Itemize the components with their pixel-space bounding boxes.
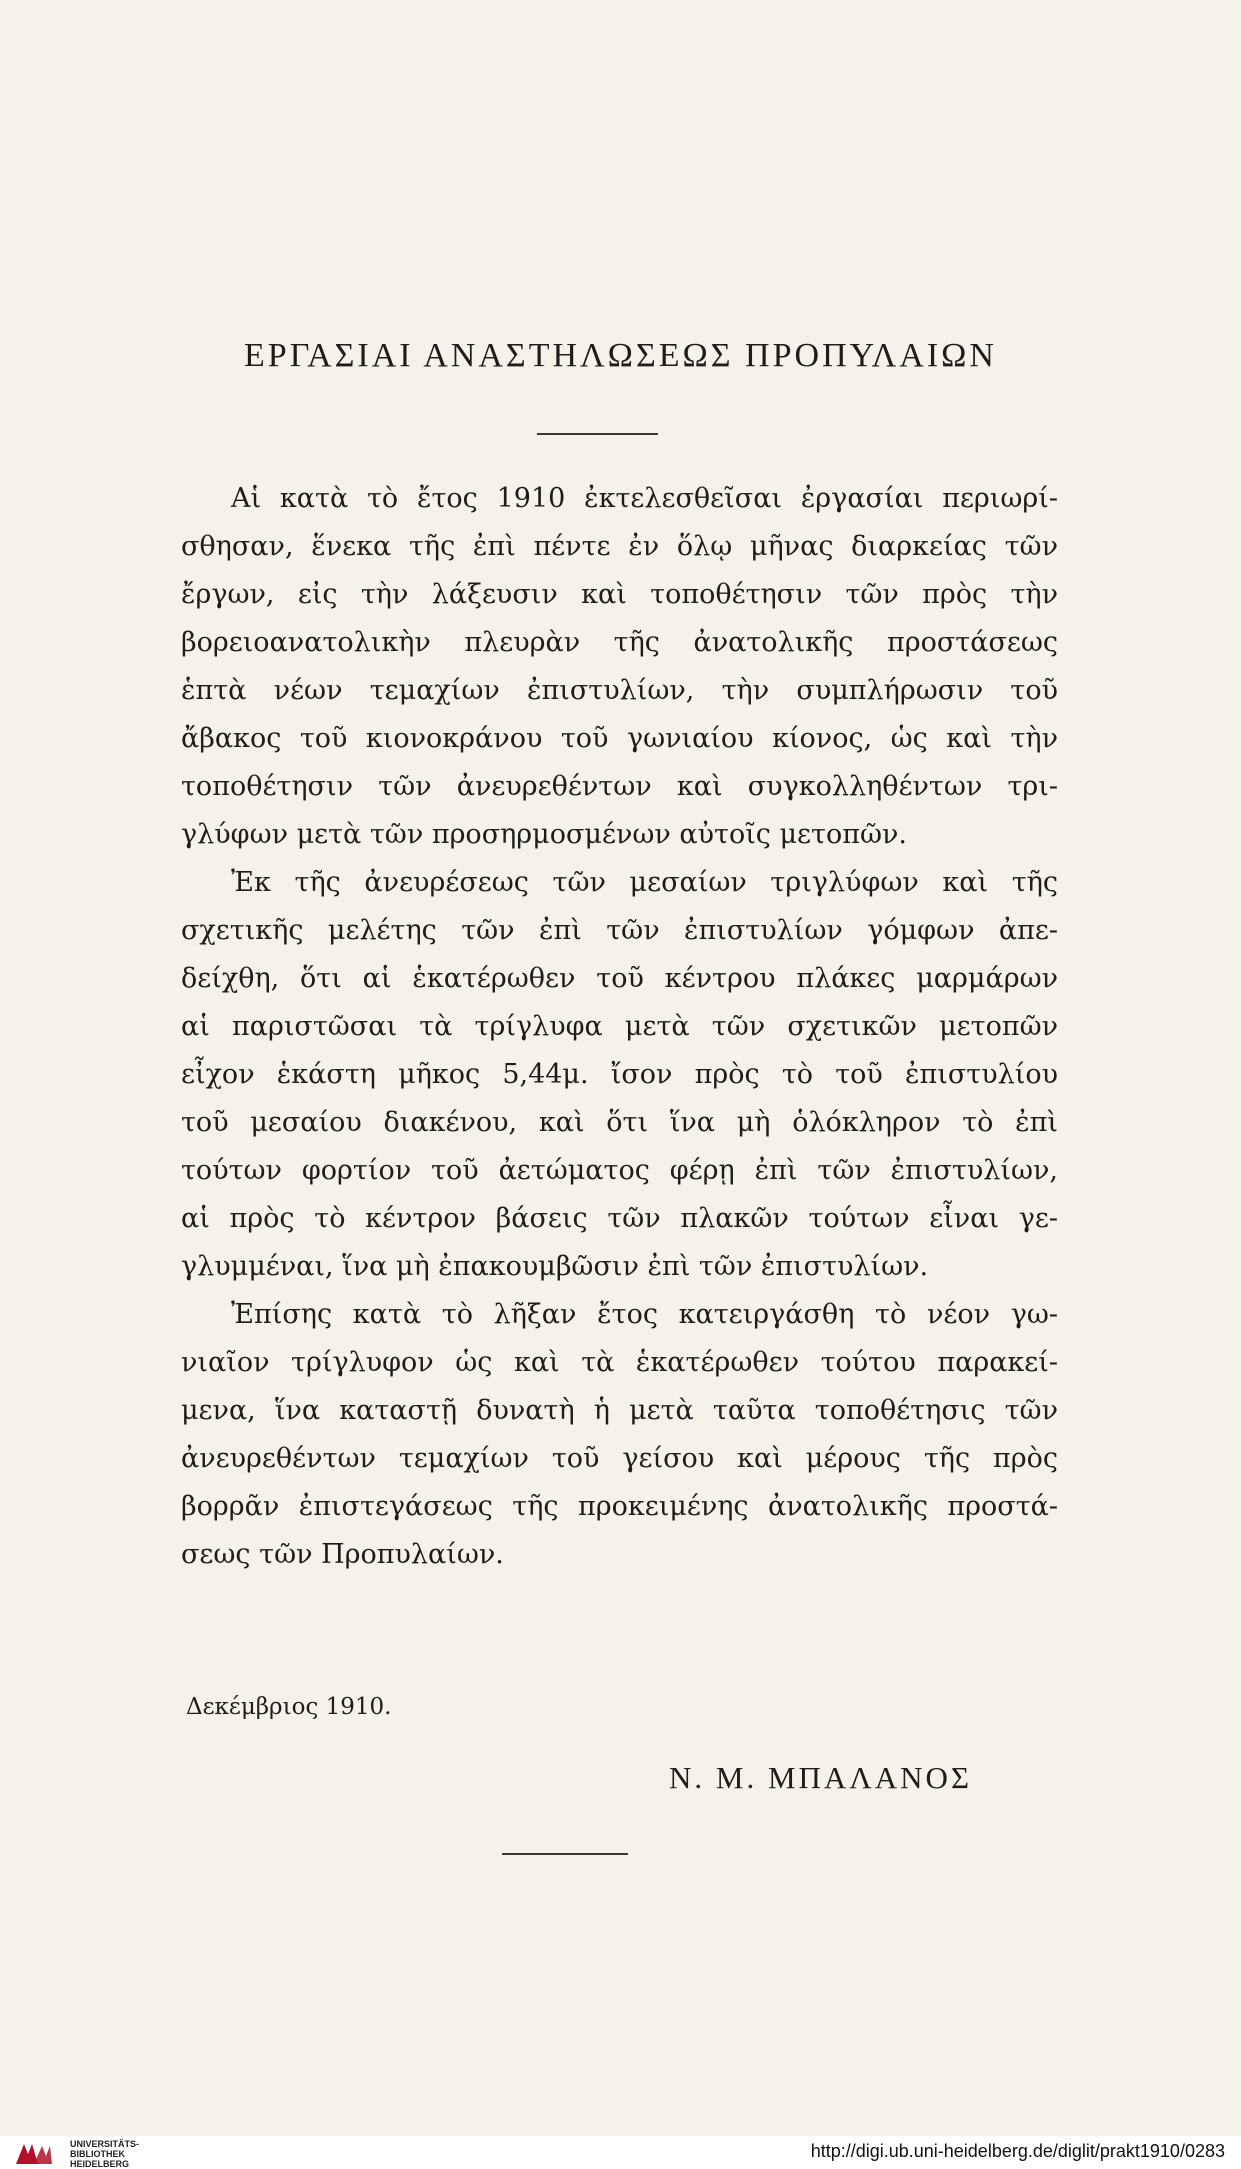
text-line: Ἐκ τῆς ἀνευρέσεως τῶν μεσαίων τριγλύφων καὶ τῆς [231, 867, 1058, 898]
text-line: σχετικῆς μελέτης τῶν ἐπὶ τῶν ἐπιστυλίων γόμφων ἀπε- [181, 915, 1058, 946]
text-line: γλύφων μετὰ τῶν προσηρμοσμένων αὐτοῖς μετοπῶν. [181, 819, 907, 850]
library-name-line: BIBLIOTHEK [70, 2149, 125, 2159]
text-line: μενα, ἵνα καταστῇ δυνατὴ ἡ μετὰ ταῦτα τοποθέτησις τῶν [181, 1395, 1058, 1426]
date-line: Δεκέμβριος 1910. [186, 1694, 392, 1720]
text-line: Αἱ κατὰ τὸ ἔτος 1910 ἐκτελεσθεῖσαι ἐργασίαι περιωρί- [231, 483, 1058, 514]
text-line: νιαῖον τρίγλυφον ὡς καὶ τὰ ἑκατέρωθεν τούτου παρακεί- [181, 1347, 1058, 1378]
text-line: βορρᾶν ἐπιστεγάσεως τῆς προκειμένης ἀνατολικῆς προστά- [181, 1491, 1058, 1522]
source-url-link[interactable]: http://digi.ub.uni-heidelberg.de/diglit/prakt1910/0283 [810, 2141, 1225, 2161]
paragraph-2 [181, 859, 1058, 1291]
body-text [181, 475, 1058, 1579]
author-signature: Ν. Μ. ΜΠΑΛΑΝΟΣ [669, 1760, 972, 1795]
text-line: γλυμμέναι, ἵνα μὴ ἐπακουμβῶσιν ἐπὶ τῶν ἐπιστυλίων. [181, 1251, 929, 1282]
text-line: σθησαν, ἕνεκα τῆς ἐπὶ πέντε ἐν ὅλῳ μῆνας διαρκείας τῶν [181, 531, 1058, 562]
end-divider [502, 1853, 628, 1855]
title-divider [537, 433, 658, 435]
text-line: Ἐπίσης κατὰ τὸ λῆξαν ἔτος κατειργάσθη τὸ νέον γω- [231, 1299, 1058, 1330]
library-name-line: HEIDELBERG [70, 2159, 130, 2169]
text-line: εἶχον ἑκάστη μῆκος 5,44μ. ἴσον πρὸς τὸ τοῦ ἐπιστυλίου [181, 1059, 1058, 1090]
library-name [70, 2139, 139, 2169]
text-line: τοποθέτησιν τῶν ἀνευρεθέντων καὶ συγκολληθέντων τρι- [181, 771, 1058, 802]
library-name-line: UNIVERSITÄTS- [70, 2139, 140, 2149]
text-line: ἄβακος τοῦ κιονοκράνου τοῦ γωνιαίου κίονος, ὡς καὶ τὴν [181, 723, 1058, 754]
text-line: αἱ παριστῶσαι τὰ τρίγλυφα μετὰ τῶν σχετικῶν μετοπῶν [181, 1011, 1058, 1042]
text-line: βορειοανατολικὴν πλευρὰν τῆς ἀνατολικῆς προστάσεως [181, 627, 1058, 658]
university-logo-icon [14, 2140, 54, 2166]
text-line: ἔργων, εἰς τὴν λάξευσιν καὶ τοποθέτησιν τῶν πρὸς τὴν [181, 579, 1058, 610]
text-line: ἀνευρεθέντων τεμαχίων τοῦ γείσου καὶ μέρους τῆς πρὸς [181, 1443, 1058, 1474]
text-line: τούτων φορτίον τοῦ ἀετώματος φέρῃ ἐπὶ τῶν ἐπιστυλίων, [181, 1155, 1058, 1186]
paragraph-3 [181, 1291, 1058, 1579]
paragraph-1 [181, 475, 1058, 859]
text-line: σεως τῶν Προπυλαίων. [181, 1539, 504, 1570]
text-line: τοῦ μεσαίου διακένου, καὶ ὅτι ἵνα μὴ ὁλόκληρον τὸ ἐπὶ [181, 1107, 1058, 1138]
page-title: ΕΡΓΑΣΙΑΙ ΑΝΑΣΤΗΛΩΣΕΩΣ ΠΡΟΠΥΛΑΙΩΝ [244, 337, 997, 374]
text-line: αἱ πρὸς τὸ κέντρον βάσεις τῶν πλακῶν τούτων εἶναι γε- [181, 1203, 1058, 1234]
text-line: ἑπτὰ νέων τεμαχίων ἐπιστυλίων, τὴν συμπλήρωσιν τοῦ [181, 675, 1058, 706]
text-line: δείχθη, ὅτι αἱ ἑκατέρωθεν τοῦ κέντρου πλάκες μαρμάρων [181, 963, 1058, 994]
